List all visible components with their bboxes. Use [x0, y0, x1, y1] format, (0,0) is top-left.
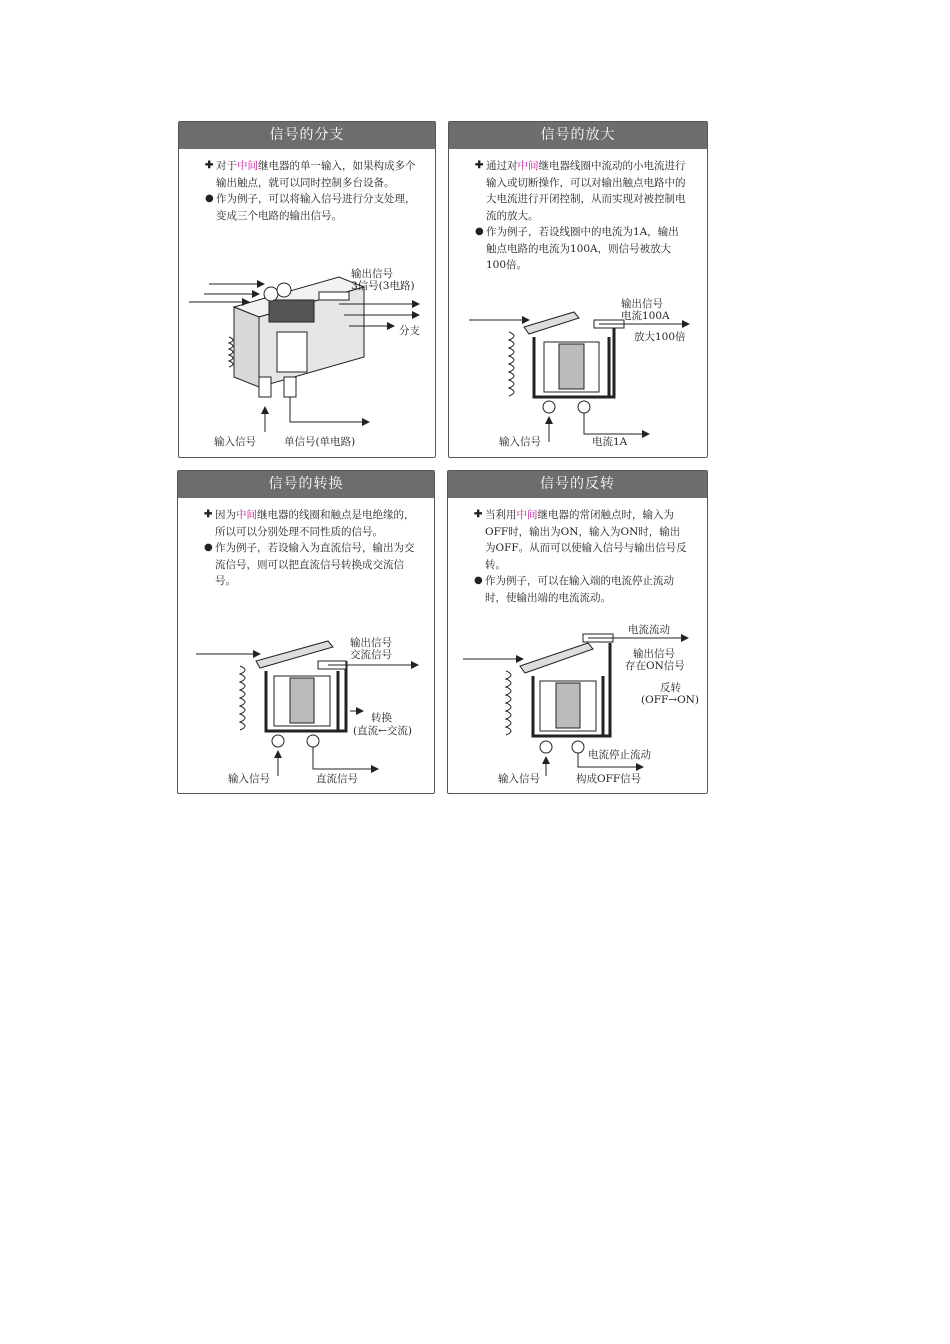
dot-icon: ● — [474, 575, 483, 586]
panel-title: 信号的反转 — [448, 471, 707, 498]
panel-signal-convert — [177, 470, 435, 794]
label-output-1: 输出信号 — [350, 637, 392, 649]
label-output-2: 交流信号 — [350, 649, 392, 661]
relay-invert-diagram — [448, 471, 708, 794]
label-input: 输入信号 — [214, 436, 256, 448]
label-convert-1: 转换 — [371, 712, 392, 724]
panel-signal-invert — [447, 470, 708, 794]
label-output-2: 存在ON信号 — [625, 660, 685, 672]
label-stopped: 电流停止流动 — [588, 749, 651, 761]
bullet-2: ● 作为例子，若设输入为直流信号，输出为交流信号，则可以把直流信号转换成交流信号。 — [204, 542, 415, 587]
bullet-1: ✚ 对于中间继电器的单一输入，如果构成多个输出触点，就可以同时控制多台设备。 — [205, 160, 416, 189]
label-input: 输入信号 — [499, 436, 541, 448]
label-flowing: 电流流动 — [628, 624, 670, 636]
label-dc: 直流信号 — [316, 773, 358, 785]
label-convert-2: (直流←交流) — [353, 725, 412, 737]
label-output-1: 输出信号 — [621, 298, 663, 310]
label-off: 构成OFF信号 — [576, 773, 642, 785]
panel-signal-amplify — [448, 121, 708, 458]
bullet-1: ✚ 通过对中间继电器线圈中流动的小电流进行输入或切断操作，可以对输出触点电路中的大电流进行开闭控制，从而实现对被控制电流的放大。 — [475, 160, 686, 222]
plus-icon: ✚ — [205, 160, 214, 171]
relay-branch-diagram — [179, 122, 436, 458]
plus-icon: ✚ — [204, 509, 213, 520]
label-input: 输入信号 — [498, 773, 540, 785]
dot-icon: ● — [204, 542, 213, 553]
dot-icon: ● — [205, 193, 214, 204]
bullet-2: ● 作为例子，可以将输入信号进行分支处理，变成三个电路的输出信号。 — [205, 193, 416, 222]
bullet-2: ● 作为例子，若设线圈中的电流为1A，输出触点电路的电流为100A，则信号被放大100倍。 — [475, 226, 679, 271]
label-amplify: 放大100倍 — [634, 331, 686, 343]
panel-title: 信号的放大 — [449, 122, 707, 149]
panel-title: 信号的分支 — [179, 122, 435, 149]
label-branch: 分支 — [399, 325, 420, 337]
label-single: 单信号(单电路) — [284, 436, 356, 448]
label-output-2: 3信号(3电路) — [351, 280, 415, 292]
panel-signal-branch — [178, 121, 436, 458]
label-output-2: 电流100A — [621, 310, 670, 322]
plus-icon: ✚ — [474, 509, 483, 520]
dot-icon: ● — [475, 226, 484, 237]
label-output-1: 输出信号 — [351, 268, 393, 280]
panel-title: 信号的转换 — [178, 471, 434, 498]
relay-amplify-diagram — [449, 122, 708, 458]
label-output-1: 输出信号 — [633, 648, 675, 660]
bullet-1: ✚ 因为中间继电器的线圈和触点是电绝缘的，所以可以分别处理不同性质的信号。 — [204, 509, 415, 538]
label-invert-2: (OFF→ON) — [641, 694, 699, 706]
bullet-2: ● 作为例子，可以在输入端的电流停止流动时，使输出端的电流流动。 — [474, 575, 674, 604]
label-current: 电流1A — [592, 436, 628, 448]
label-invert-1: 反转 — [660, 682, 681, 694]
plus-icon: ✚ — [475, 160, 484, 171]
bullet-1: ✚ 当利用中间继电器的常闭触点时，输入为OFF时，输出为ON，输入为ON时，输出为OFF。从而可以使输入信号与输出信号反转。 — [474, 509, 687, 571]
label-input: 输入信号 — [228, 773, 270, 785]
relay-convert-diagram — [178, 471, 435, 794]
